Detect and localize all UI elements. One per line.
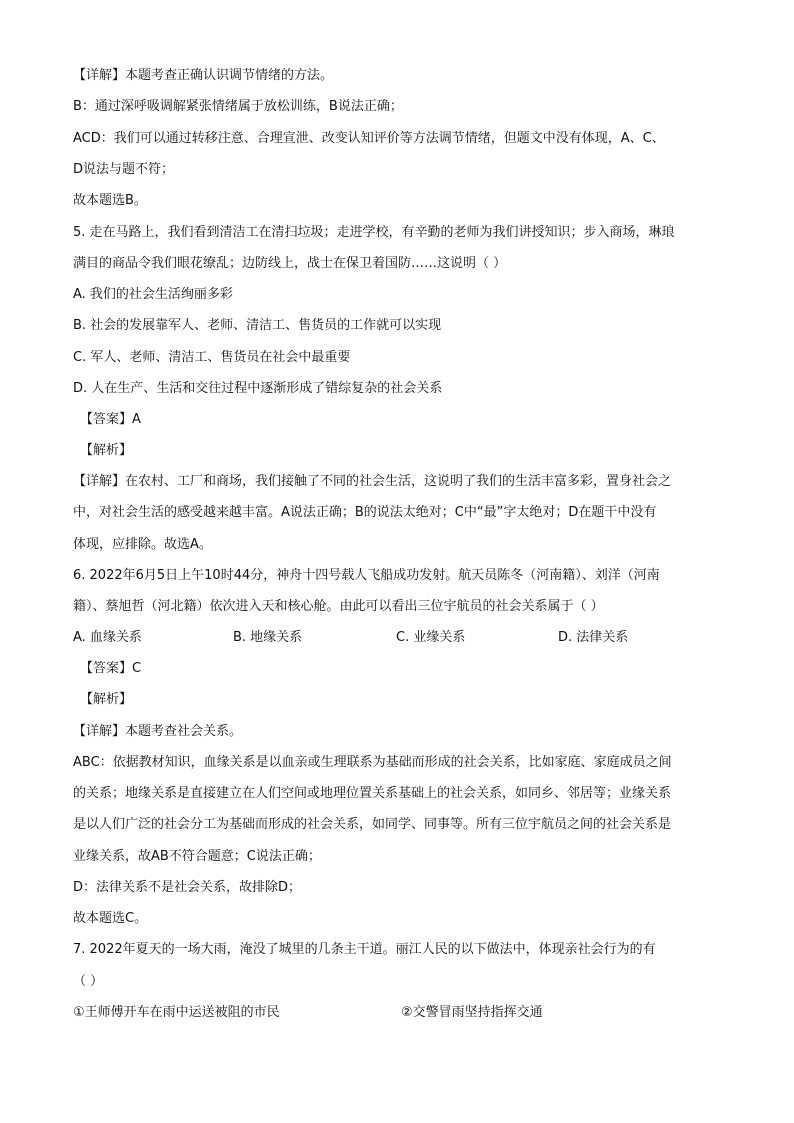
- q5-analysis-label: 【解析】: [80, 443, 133, 458]
- q6-stem-line2: 籍）、蔡旭哲（河北籍）依次进入天和核心舱。由此可以看出三位宇航员的社会关系属于（ ）: [73, 599, 604, 614]
- q5-stem-line1: 5. 走在马路上，我们看到清洁工在清扫垃圾；走进学校，有辛勤的老师为我们讲授知识；步入商场，琳琅: [73, 225, 675, 240]
- q6-stem-line1: 6. 2022年6月5日上午10时44分，神舟十四号载人飞船成功发射。航天员陈冬（河南籍）、刘洋（河南: [73, 568, 660, 583]
- q6-option-b: B. 地缘关系: [233, 630, 303, 645]
- q6-options-row: [73, 630, 713, 646]
- q5-option-b: B. 社会的发展靠军人、老师、清洁工、售货员的工作就可以实现: [73, 318, 442, 333]
- q5-option-c: C. 军人、老师、清洁工、售货员在社会中最重要: [73, 350, 351, 365]
- q5-detail-line1: 【详解】在农村、工厂和商场，我们接触了不同的社会生活，这说明了我们的生活丰富多彩，置身社会之: [73, 474, 672, 489]
- q4-option-b-explanation: B：通过深呼吸调解紧张情绪属于放松训练，B说法正确；: [73, 99, 403, 114]
- q4-conclusion: 故本题选B。: [73, 193, 147, 208]
- q7-item-2: ②交警冒雨坚持指挥交通: [401, 1005, 543, 1020]
- q7-stem-line1: 7. 2022年夏天的一场大雨，淹没了城里的几条主干道。丽江人民的以下做法中，体现亲社会行为的有: [73, 942, 656, 957]
- q6-option-c: C. 业缘关系: [396, 630, 466, 645]
- q6-option-a: A. 血缘关系: [73, 630, 142, 645]
- q6-abc-explanation-line4: 业缘关系，故AB不符合题意；C说法正确；: [73, 849, 321, 864]
- q5-detail-line2: 中，对社会生活的感受越来越丰富。A说法正确；B的说法太绝对；C中“最”字太绝对；D在题干中没有: [73, 505, 657, 520]
- q4-detail: 【详解】本题考查正确认识调节情绪的方法。: [73, 68, 334, 83]
- q6-abc-explanation-line1: ABC：依据教材知识，血缘关系是以血亲或生理联系为基础而形成的社会关系，比如家庭、家庭成员之间: [73, 755, 672, 770]
- q7-stem-line2: （ ）: [73, 974, 104, 989]
- q6-conclusion: 故本题选C。: [73, 911, 148, 926]
- q5-stem-line2: 满目的商品令我们眼花缭乱；边防线上，战士在保卫着国防……这说明（ ）: [73, 256, 507, 271]
- q6-option-d: D. 法律关系: [558, 630, 629, 645]
- q4-acd-explanation-line2: D说法与题不符；: [73, 162, 175, 177]
- q6-option-d-explanation: D：法律关系不是社会关系，故排除D；: [73, 880, 302, 895]
- q6-abc-explanation-line3: 是以人们广泛的社会分工为基础而形成的社会关系，如同学、同事等。所有三位宇航员之间的社会关系是: [73, 817, 672, 832]
- q5-answer: 【答案】A: [80, 412, 141, 427]
- q4-acd-explanation-line1: ACD：我们可以通过转移注意、合理宣泄、改变认知评价等方法调节情绪，但题文中没有体现，A、C、: [73, 131, 665, 146]
- q6-answer: 【答案】C: [80, 661, 142, 676]
- q6-detail: 【详解】本题考查社会关系。: [73, 724, 243, 739]
- q5-option-a: A. 我们的社会生活绚丽多彩: [73, 287, 233, 302]
- q6-analysis-label: 【解析】: [80, 692, 133, 707]
- q6-abc-explanation-line2: 的关系；地缘关系是直接建立在人们空间或地理位置关系基础上的社会关系，如同乡、邻居等；业缘关系: [73, 786, 672, 801]
- q7-items-row: [73, 1005, 673, 1021]
- q5-option-d: D. 人在生产、生活和交往过程中逐渐形成了错综复杂的社会关系: [73, 381, 443, 396]
- q5-detail-line3: 体现，应排除。故选A。: [73, 537, 212, 552]
- q7-item-1: ①王师傅开车在雨中运送被阻的市民: [73, 1005, 280, 1020]
